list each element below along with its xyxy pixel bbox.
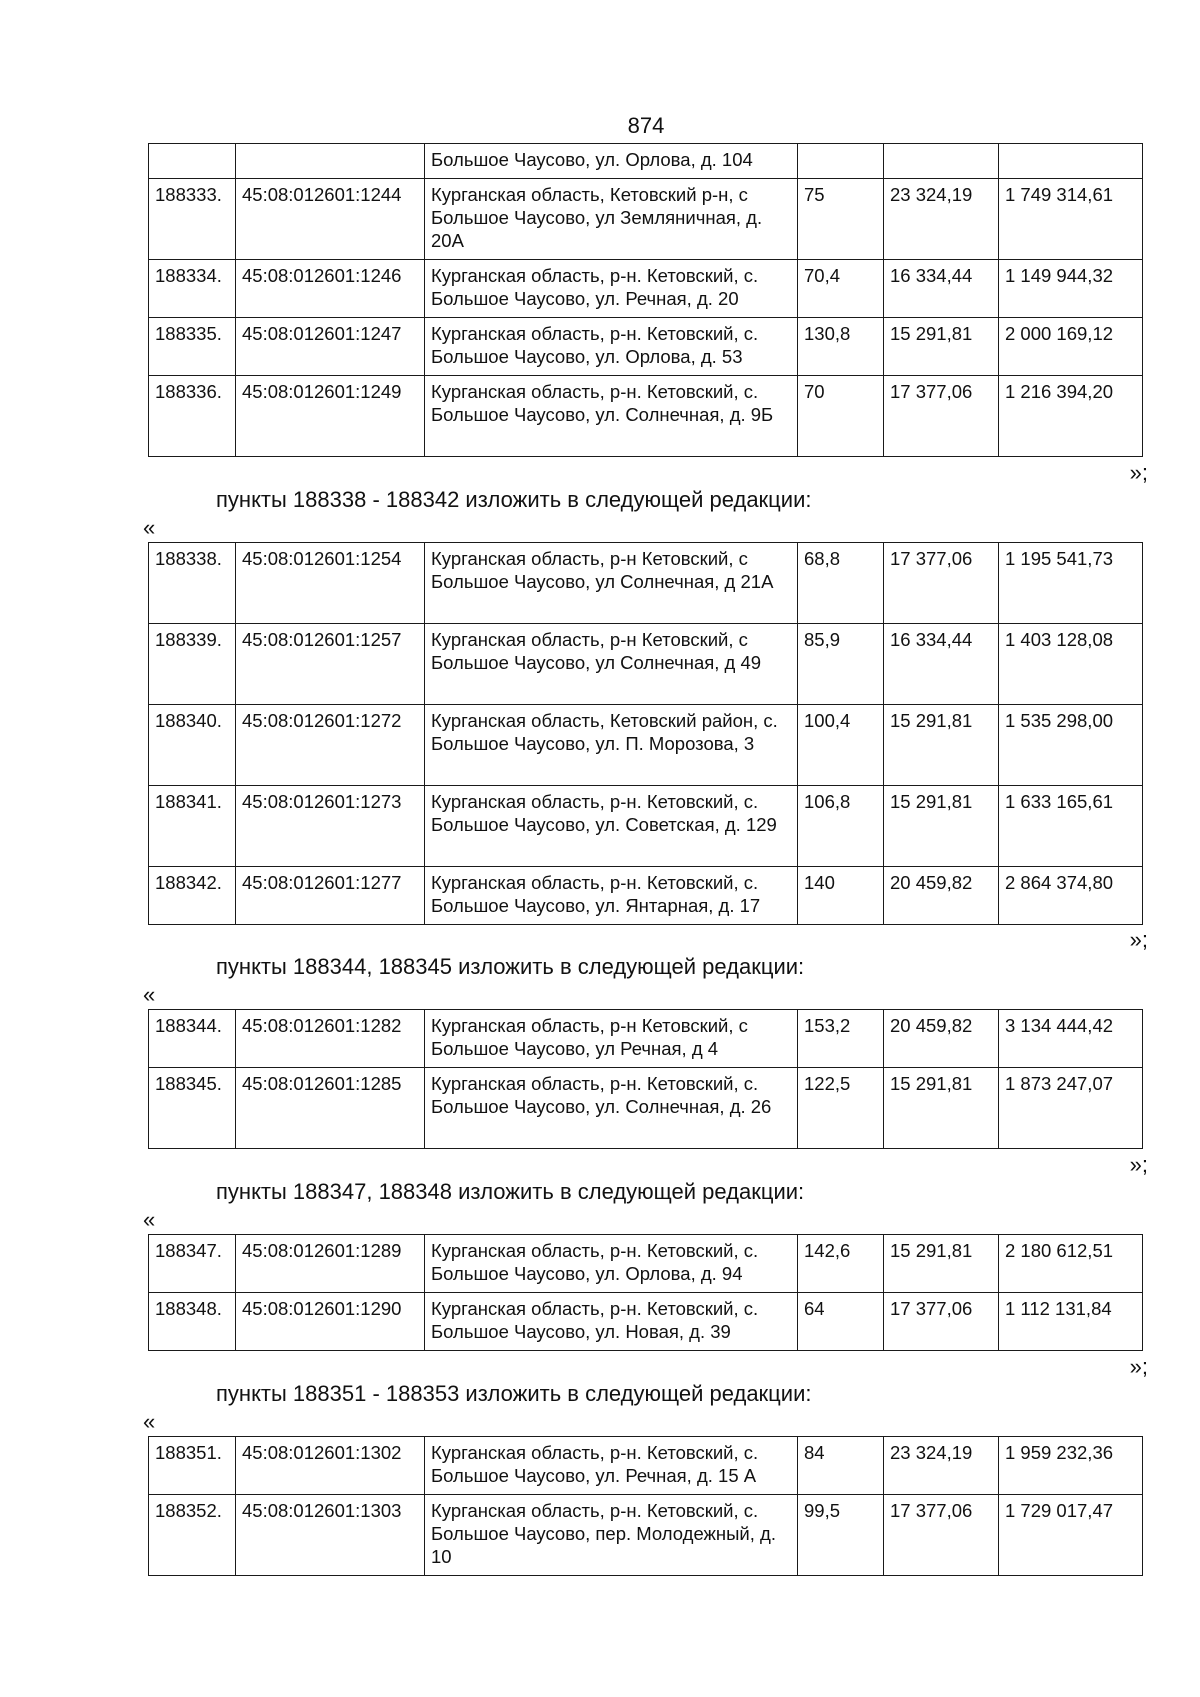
table-row xyxy=(149,318,1143,376)
opening-quote: « xyxy=(143,1207,156,1232)
cell-cadastral-number: 45:08:012601:1247 xyxy=(236,318,425,376)
cell-rate: 20 459,82 xyxy=(884,867,999,925)
cell-item-number: 188348. xyxy=(149,1293,236,1351)
cell-cost: 1 633 165,61 xyxy=(999,786,1143,867)
cell-cost: 3 134 444,42 xyxy=(999,1010,1143,1068)
table-row xyxy=(149,1235,1143,1293)
cell-cadastral-number: 45:08:012601:1257 xyxy=(236,624,425,705)
cell-cost: 2 000 169,12 xyxy=(999,318,1143,376)
cell-area: 142,6 xyxy=(798,1235,884,1293)
cell-address: Курганская область, р-н Кетовский, с Большое Чаусово, ул Солнечная, д 49 xyxy=(425,624,798,705)
cell-cost: 1 112 131,84 xyxy=(999,1293,1143,1351)
cell-cadastral-number: 45:08:012601:1244 xyxy=(236,179,425,260)
cell-item-number: 188339. xyxy=(149,624,236,705)
cell-area: 99,5 xyxy=(798,1495,884,1576)
cell-area: 153,2 xyxy=(798,1010,884,1068)
cell-item-number xyxy=(149,144,236,179)
table-row xyxy=(149,786,1143,867)
cell-rate: 23 324,19 xyxy=(884,1437,999,1495)
cell-area: 106,8 xyxy=(798,786,884,867)
cell-rate: 15 291,81 xyxy=(884,1235,999,1293)
table-row xyxy=(149,705,1143,786)
closing-quote: »; xyxy=(1129,1152,1148,1177)
cell-item-number: 188345. xyxy=(149,1068,236,1149)
cell-cadastral-number: 45:08:012601:1246 xyxy=(236,260,425,318)
table-row xyxy=(149,1068,1143,1149)
cell-area: 70 xyxy=(798,376,884,457)
cell-cadastral-number: 45:08:012601:1277 xyxy=(236,867,425,925)
cell-cost: 2 864 374,80 xyxy=(999,867,1143,925)
amendment-intro: пункты 188338 - 188342 изложить в следующей редакции: xyxy=(216,487,812,512)
cell-cadastral-number: 45:08:012601:1289 xyxy=(236,1235,425,1293)
cell-cadastral-number: 45:08:012601:1282 xyxy=(236,1010,425,1068)
cell-cadastral-number: 45:08:012601:1290 xyxy=(236,1293,425,1351)
cell-rate: 15 291,81 xyxy=(884,318,999,376)
cell-cost: 1 149 944,32 xyxy=(999,260,1143,318)
records-table-2 xyxy=(148,542,1143,925)
closing-quote: »; xyxy=(1129,1354,1148,1379)
cell-item-number: 188336. xyxy=(149,376,236,457)
cell-rate: 17 377,06 xyxy=(884,376,999,457)
cell-cost: 1 535 298,00 xyxy=(999,705,1143,786)
cell-rate: 16 334,44 xyxy=(884,260,999,318)
cell-address: Курганская область, р-н. Кетовский, с. Большое Чаусово, ул. Орлова, д. 94 xyxy=(425,1235,798,1293)
cell-cost: 1 216 394,20 xyxy=(999,376,1143,457)
cell-item-number: 188341. xyxy=(149,786,236,867)
cell-area: 68,8 xyxy=(798,543,884,624)
cell-rate: 16 334,44 xyxy=(884,624,999,705)
cell-rate: 15 291,81 xyxy=(884,1068,999,1149)
table-row xyxy=(149,1010,1143,1068)
cell-address: Курганская область, р-н. Кетовский, с. Большое Чаусово, ул. Янтарная, д. 17 xyxy=(425,867,798,925)
cell-address: Курганская область, р-н. Кетовский, с. Большое Чаусово, ул. Солнечная, д. 26 xyxy=(425,1068,798,1149)
cell-address: Большое Чаусово, ул. Орлова, д. 104 xyxy=(425,144,798,179)
cell-cost: 1 195 541,73 xyxy=(999,543,1143,624)
cell-cost xyxy=(999,144,1143,179)
cell-cost: 2 180 612,51 xyxy=(999,1235,1143,1293)
records-table-5 xyxy=(148,1436,1143,1576)
cell-item-number: 188347. xyxy=(149,1235,236,1293)
opening-quote: « xyxy=(143,515,156,540)
cell-item-number: 188352. xyxy=(149,1495,236,1576)
table-row xyxy=(149,376,1143,457)
opening-quote: « xyxy=(143,1409,156,1434)
cell-cadastral-number: 45:08:012601:1303 xyxy=(236,1495,425,1576)
opening-quote: « xyxy=(143,982,156,1007)
cell-area: 70,4 xyxy=(798,260,884,318)
table-row xyxy=(149,1293,1143,1351)
amendment-intro: пункты 188351 - 188353 изложить в следующей редакции: xyxy=(216,1381,812,1406)
cell-area: 140 xyxy=(798,867,884,925)
table-row xyxy=(149,1495,1143,1576)
page-number: 874 xyxy=(627,113,665,138)
amendment-intro: пункты 188344, 188345 изложить в следующей редакции: xyxy=(216,954,805,979)
cell-address: Курганская область, р-н. Кетовский, с. Большое Чаусово, ул. Советская, д. 129 xyxy=(425,786,798,867)
cell-area: 84 xyxy=(798,1437,884,1495)
cell-cost: 1 873 247,07 xyxy=(999,1068,1143,1149)
cell-area xyxy=(798,144,884,179)
cell-address: Курганская область, р-н. Кетовский, с. Большое Чаусово, ул. Орлова, д. 53 xyxy=(425,318,798,376)
cell-cost: 1 959 232,36 xyxy=(999,1437,1143,1495)
cell-item-number: 188344. xyxy=(149,1010,236,1068)
cell-cost: 1 749 314,61 xyxy=(999,179,1143,260)
cell-item-number: 188338. xyxy=(149,543,236,624)
closing-quote: »; xyxy=(1129,460,1148,485)
table-row xyxy=(149,179,1143,260)
cell-address: Курганская область, р-н. Кетовский, с. Большое Чаусово, ул. Речная, д. 20 xyxy=(425,260,798,318)
records-table-1 xyxy=(148,143,1143,457)
cell-area: 122,5 xyxy=(798,1068,884,1149)
cell-cadastral-number: 45:08:012601:1285 xyxy=(236,1068,425,1149)
records-table-3 xyxy=(148,1009,1143,1149)
cell-address: Курганская область, р-н Кетовский, с Большое Чаусово, ул Речная, д 4 xyxy=(425,1010,798,1068)
cell-cadastral-number: 45:08:012601:1254 xyxy=(236,543,425,624)
cell-address: Курганская область, р-н. Кетовский, с. Большое Чаусово, пер. Молодежный, д. 10 xyxy=(425,1495,798,1576)
cell-cadastral-number: 45:08:012601:1273 xyxy=(236,786,425,867)
cell-item-number: 188351. xyxy=(149,1437,236,1495)
cell-address: Курганская область, Кетовский р-н, с Большое Чаусово, ул Земляничная, д. 20А xyxy=(425,179,798,260)
cell-cost: 1 403 128,08 xyxy=(999,624,1143,705)
records-table-4 xyxy=(148,1234,1143,1351)
cell-cadastral-number: 45:08:012601:1249 xyxy=(236,376,425,457)
cell-cadastral-number: 45:08:012601:1302 xyxy=(236,1437,425,1495)
cell-rate: 17 377,06 xyxy=(884,1495,999,1576)
cell-cadastral-number: 45:08:012601:1272 xyxy=(236,705,425,786)
cell-area: 75 xyxy=(798,179,884,260)
cell-rate: 15 291,81 xyxy=(884,705,999,786)
closing-quote: »; xyxy=(1129,927,1148,952)
cell-rate: 17 377,06 xyxy=(884,1293,999,1351)
cell-area: 130,8 xyxy=(798,318,884,376)
cell-rate: 23 324,19 xyxy=(884,179,999,260)
amendment-intro: пункты 188347, 188348 изложить в следующей редакции: xyxy=(216,1179,805,1204)
cell-address: Курганская область, р-н. Кетовский, с. Большое Чаусово, ул. Новая, д. 39 xyxy=(425,1293,798,1351)
cell-rate: 15 291,81 xyxy=(884,786,999,867)
table-row xyxy=(149,260,1143,318)
cell-address: Курганская область, Кетовский район, с. Большое Чаусово, ул. П. Морозова, 3 xyxy=(425,705,798,786)
table-row xyxy=(149,624,1143,705)
cell-address: Курганская область, р-н. Кетовский, с. Большое Чаусово, ул. Речная, д. 15 А xyxy=(425,1437,798,1495)
cell-address: Курганская область, р-н Кетовский, с Большое Чаусово, ул Солнечная, д 21А xyxy=(425,543,798,624)
cell-rate: 20 459,82 xyxy=(884,1010,999,1068)
cell-rate xyxy=(884,144,999,179)
table-row xyxy=(149,1437,1143,1495)
cell-cadastral-number xyxy=(236,144,425,179)
cell-item-number: 188335. xyxy=(149,318,236,376)
table-row xyxy=(149,144,1143,179)
cell-item-number: 188334. xyxy=(149,260,236,318)
cell-item-number: 188333. xyxy=(149,179,236,260)
cell-area: 85,9 xyxy=(798,624,884,705)
cell-item-number: 188342. xyxy=(149,867,236,925)
cell-rate: 17 377,06 xyxy=(884,543,999,624)
table-row xyxy=(149,867,1143,925)
cell-area: 64 xyxy=(798,1293,884,1351)
cell-address: Курганская область, р-н. Кетовский, с. Большое Чаусово, ул. Солнечная, д. 9Б xyxy=(425,376,798,457)
table-row xyxy=(149,543,1143,624)
cell-area: 100,4 xyxy=(798,705,884,786)
cell-item-number: 188340. xyxy=(149,705,236,786)
cell-cost: 1 729 017,47 xyxy=(999,1495,1143,1576)
